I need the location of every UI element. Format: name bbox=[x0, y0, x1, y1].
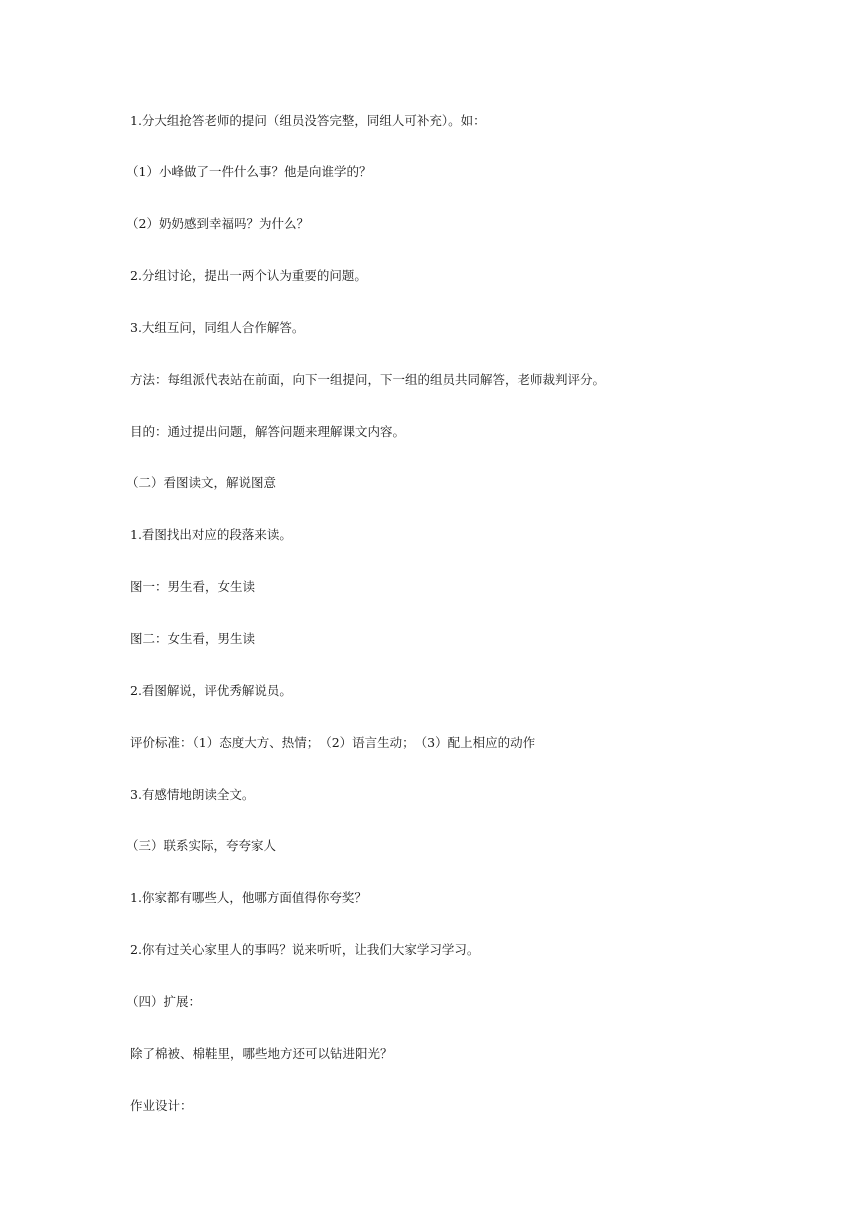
doc-line-5: 3.大组互问，同组人合作解答。 bbox=[130, 320, 305, 335]
doc-line-20: 作业设计： bbox=[130, 1098, 193, 1113]
doc-line-18-section-heading: （四）扩展： bbox=[126, 994, 202, 1009]
doc-line-4: 2.分组讨论，提出一两个认为重要的问题。 bbox=[130, 268, 367, 283]
doc-line-8-section-heading: （二）看图读文，解说图意 bbox=[126, 475, 277, 490]
doc-line-7: 目的：通过提出问题，解答问题来理解课文内容。 bbox=[130, 424, 406, 439]
doc-line-2: （1）小峰做了一件什么事？他是向谁学的？ bbox=[126, 164, 372, 179]
doc-line-15-section-heading: （三）联系实际，夸夸家人 bbox=[126, 838, 277, 853]
doc-line-19: 除了棉被、棉鞋里，哪些地方还可以钻进阳光？ bbox=[130, 1046, 393, 1061]
doc-line-1: 1.分大组抢答老师的提问（组员没答完整，同组人可补充）。如： bbox=[130, 113, 486, 128]
doc-line-17: 2.你有过关心家里人的事吗？说来听听，让我们大家学习学习。 bbox=[130, 942, 480, 957]
doc-line-12: 2.看图解说，评优秀解说员。 bbox=[130, 683, 292, 698]
doc-line-10: 图一：男生看，女生读 bbox=[130, 579, 256, 594]
doc-line-14: 3.有感情地朗读全文。 bbox=[130, 787, 255, 802]
doc-line-16: 1.你家都有哪些人，他哪方面值得你夸奖？ bbox=[130, 890, 367, 905]
doc-line-6: 方法：每组派代表站在前面，向下一组提问，下一组的组员共同解答，老师裁判评分。 bbox=[130, 372, 606, 387]
doc-line-9: 1.看图找出对应的段落来读。 bbox=[130, 527, 292, 542]
doc-line-3: （2）奶奶感到幸福吗？为什么？ bbox=[126, 216, 309, 231]
doc-line-13: 评价标准：（1）态度大方、热情； （2）语言生动； （3）配上相应的动作 bbox=[130, 735, 536, 750]
doc-line-11: 图二：女生看，男生读 bbox=[130, 631, 256, 646]
